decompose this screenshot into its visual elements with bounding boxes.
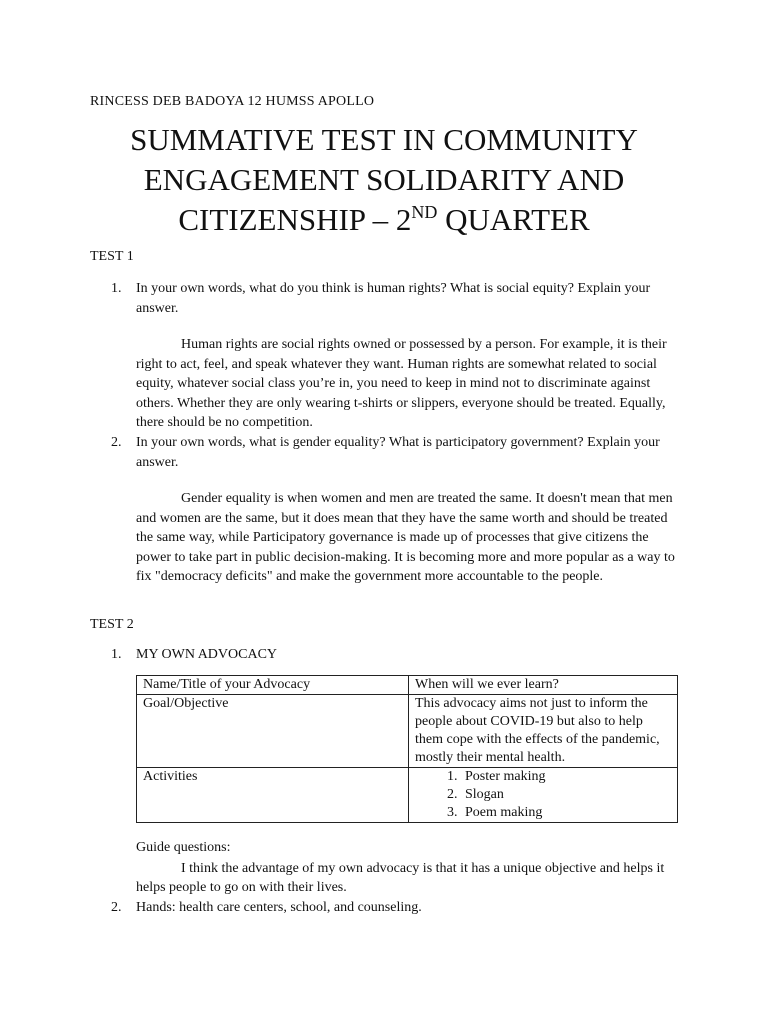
- activities-list: [415, 768, 671, 822]
- guide-questions-answer: I think the advantage of my own advocacy is that it has a unique objective and helps it helps people to go on with their lives.: [136, 861, 665, 895]
- table-row: [137, 695, 678, 768]
- table-cell-label: Name/Title of your Advocacy: [137, 676, 409, 695]
- test2-item1-text: MY OWN ADVOCACY: [136, 647, 278, 662]
- test1-q1-answer: Human rights are social rights owned or possessed by a person. For example, it is their right to act, feel, and speak whatever they want. Human rights are somewhat related to social equity, whatever social class you’re in, you need to keep in mind not to discriminate against others. Whether they are only wearing t-shirts or slippers, everyone should be treated. Equally, there should be no competition.: [136, 337, 667, 431]
- title-line-3: [90, 200, 678, 244]
- test1-q1-number: 1.: [111, 281, 122, 296]
- advocacy-table: [136, 675, 678, 823]
- test1-q2-number: 2.: [111, 435, 122, 450]
- table-cell-label: Activities: [137, 768, 409, 823]
- title-superscript: ND: [411, 202, 438, 222]
- guide-questions-label: Guide questions:: [136, 840, 231, 855]
- test1-q2-answer: Gender equality is when women and men are treated the same. It doesn't mean that men and women are the same, but it does mean that they have the same worth and should be treated the same way, while Participatory governance is made up of processes that give citizens the power to take part in public decision-making. It is becoming more and more popular as a way to fix "democracy deficits" and make the government more accountable to the people.: [136, 491, 675, 585]
- title-line-3-suffix: QUARTER: [437, 202, 590, 237]
- test2-item2-text: Hands: health care centers, school, and counseling.: [136, 900, 422, 915]
- list-item: 1. Poster making: [461, 768, 671, 786]
- table-cell-value: This advocacy aims not just to inform the people about COVID-19 but also to help them cope with the effects of the pandemic, mostly their mental health.: [409, 695, 678, 768]
- table-row: [137, 768, 678, 823]
- title-line-2: ENGAGEMENT SOLIDARITY AND: [143, 162, 625, 197]
- test1-q2-question: In your own words, what is gender equality? What is participatory government? Explain your answer.: [136, 435, 660, 470]
- document-title: [90, 120, 678, 244]
- table-row: [137, 676, 678, 695]
- list-item: 2. Slogan: [461, 786, 671, 804]
- list-item: 3. Poem making: [461, 804, 671, 822]
- title-line-1: SUMMATIVE TEST IN COMMUNITY: [130, 122, 638, 157]
- test2-item2-number: 2.: [111, 900, 122, 915]
- table-cell-label: Goal/Objective: [137, 695, 409, 768]
- test2-item1-number: 1.: [111, 647, 122, 662]
- test1-q1-question: In your own words, what do you think is human rights? What is social equity? Explain your answer.: [136, 281, 651, 316]
- test2-label: TEST 2: [90, 617, 134, 632]
- table-cell-activities: [409, 768, 678, 823]
- student-info: RINCESS DEB BADOYA 12 HUMSS APOLLO: [90, 94, 375, 109]
- title-line-3-prefix: CITIZENSHIP – 2: [178, 202, 412, 237]
- table-cell-value: When will we ever learn?: [409, 676, 678, 695]
- test1-label: TEST 1: [90, 249, 134, 264]
